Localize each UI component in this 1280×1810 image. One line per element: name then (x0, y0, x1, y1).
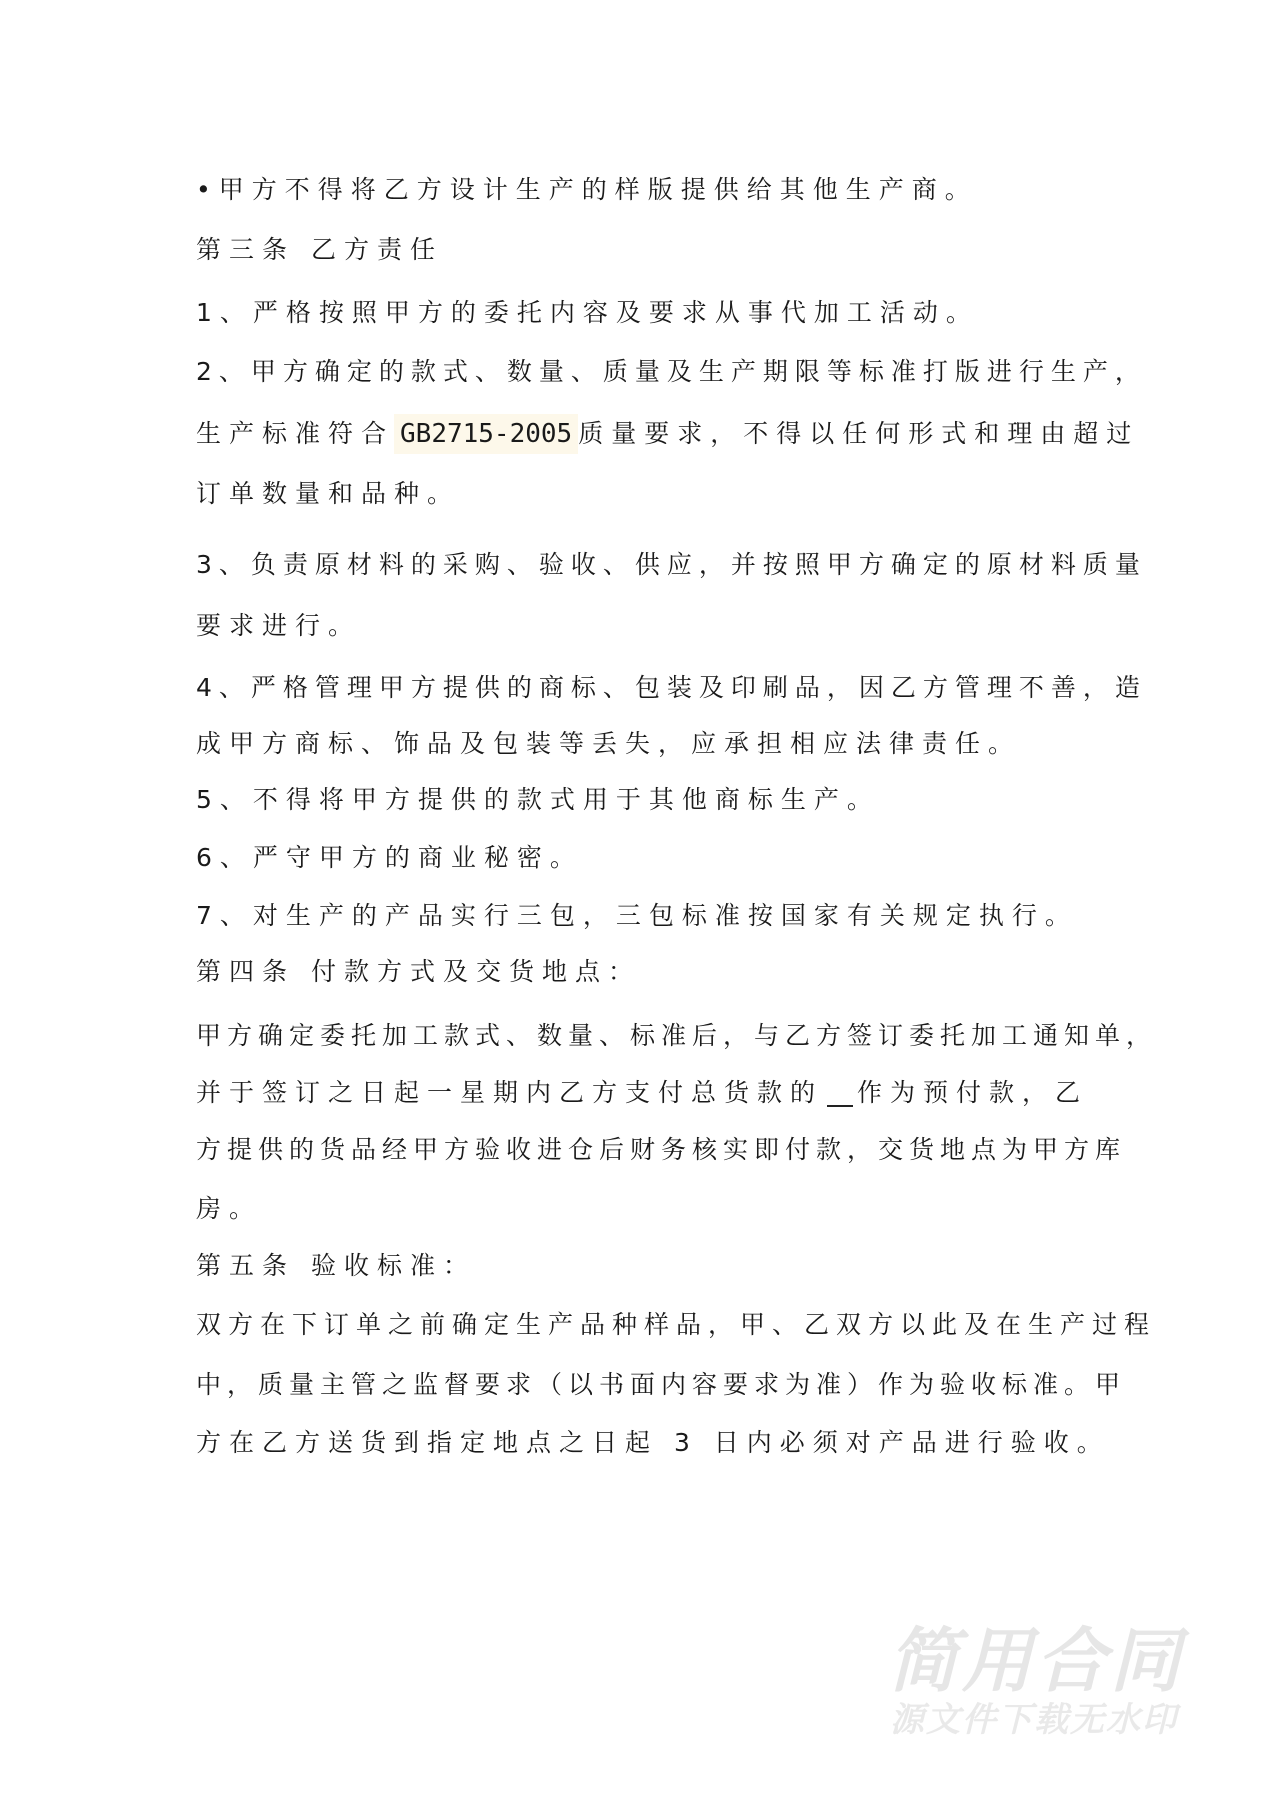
clause-3-line-1 (196, 545, 1147, 585)
heading-text: 第三条 乙方责任 (196, 235, 443, 264)
clause-5 (196, 780, 1088, 820)
paragraph-text: 方提供的货品经甲方验收进仓后财务核实即付款，交货地点为甲方库 (196, 1135, 1127, 1164)
paragraph-text: 并于签订之日起一星期内乙方支付总货款的 (196, 1078, 824, 1107)
paragraph-text: 方在乙方送货到指定地点之日起 3 日内必须对产品进行验收。 (196, 1428, 1110, 1457)
paragraph-text: 5、不得将甲方提供的款式用于其他商标生产。 (196, 785, 880, 814)
section-heading-3 (196, 230, 1088, 270)
bullet-line (196, 170, 1088, 210)
section-heading-4 (196, 952, 1088, 992)
clause-4-line-2 (196, 724, 1088, 764)
heading-text: 第四条 付款方式及交货地点： (196, 957, 641, 986)
paragraph-text: 7、对生产的产品实行三包，三包标准按国家有关规定执行。 (196, 901, 1078, 930)
paragraph-text: •甲方不得将乙方设计生产的样版提供给其他生产商。 (196, 175, 978, 204)
acceptance-line-3 (196, 1423, 1110, 1463)
watermark-subtitle: 源文件下载无水印 (890, 1700, 1178, 1740)
clause-6 (196, 838, 1088, 878)
paragraph-text: 6、严守甲方的商业秘密。 (196, 843, 583, 872)
payment-line-4 (196, 1189, 1088, 1229)
section-heading-5 (196, 1246, 1088, 1286)
paragraph-text: 质量要求，不得以任何形式和理由超过 (578, 419, 1140, 448)
clause-2-line-3 (196, 474, 1088, 514)
paragraph-text: 生产标准符合 (196, 419, 395, 448)
watermark-title: 简用合同 (888, 1620, 1184, 1702)
clause-7 (196, 896, 1088, 936)
payment-line-1 (196, 1016, 1158, 1056)
payment-line-3 (196, 1130, 1127, 1170)
payment-line-2 (196, 1073, 1088, 1113)
acceptance-line-2 (196, 1365, 1127, 1405)
clause-2-line-2 (196, 414, 1140, 454)
prepayment-blank-field[interactable] (827, 1079, 853, 1107)
paragraph-text: 要求进行。 (196, 611, 362, 640)
standard-code-highlight: GB2715-2005 (394, 414, 578, 454)
clause-2-line-1 (196, 352, 1147, 392)
paragraph-text: 订单数量和品种。 (196, 479, 461, 508)
paragraph-text: 甲方确定委托加工款式、数量、标准后，与乙方签订委托加工通知单， (196, 1021, 1158, 1050)
paragraph-text: 2、甲方确定的款式、数量、质量及生产期限等标准打版进行生产， (196, 357, 1147, 386)
paragraph-text: 作为预付款，乙 (856, 1078, 1088, 1107)
clause-1 (196, 293, 1088, 333)
paragraph-text: 中，质量主管之监督要求（以书面内容要求为准）作为验收标准。甲 (196, 1370, 1127, 1399)
paragraph-text: 3、负责原材料的采购、验收、供应，并按照甲方确定的原材料质量 (196, 550, 1147, 579)
paragraph-text: 房。 (196, 1194, 263, 1223)
paragraph-text: 1、严格按照甲方的委托内容及要求从事代加工活动。 (196, 298, 979, 327)
acceptance-line-1 (196, 1305, 1157, 1345)
clause-3-line-2 (196, 606, 1088, 646)
paragraph-text: 成甲方商标、饰品及包装等丢失，应承担相应法律责任。 (196, 729, 1022, 758)
heading-text: 第五条 验收标准： (196, 1251, 476, 1280)
paragraph-text: 双方在下订单之前确定生产品种样品，甲、乙双方以此及在生产过程 (196, 1310, 1157, 1339)
clause-4-line-1 (196, 668, 1147, 708)
paragraph-text: 4、严格管理甲方提供的商标、包装及印刷品，因乙方管理不善，造 (196, 673, 1147, 702)
